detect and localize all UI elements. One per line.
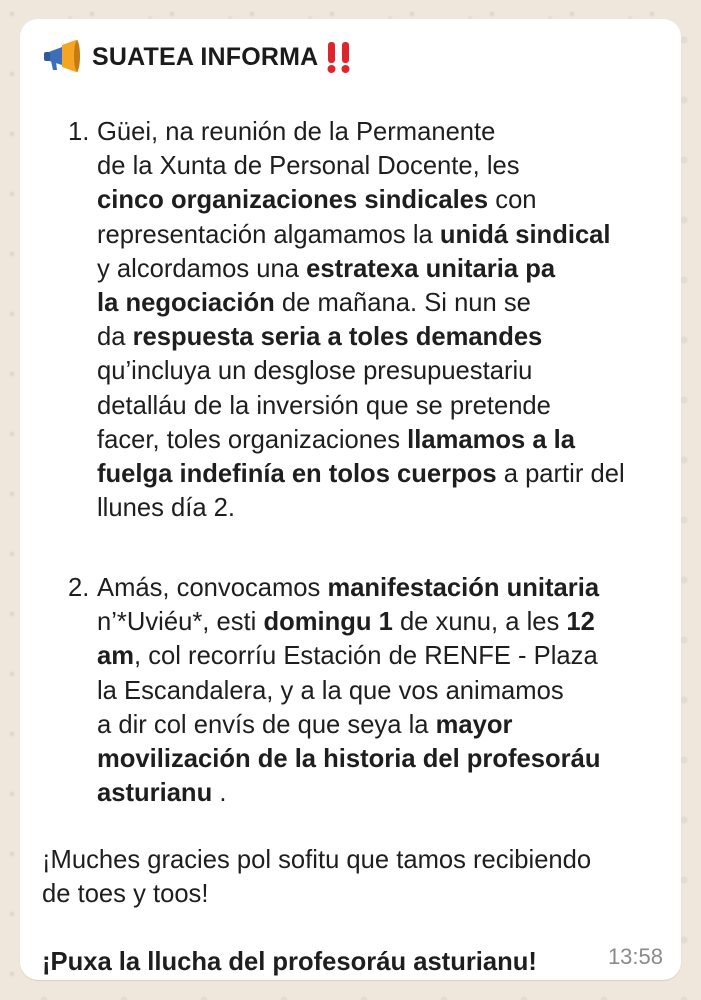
bold-text: mayor — [435, 710, 513, 739]
bold-text: domingu 1 — [263, 608, 393, 637]
thanks-paragraph — [42, 843, 591, 911]
text-span: llunes día 2. — [97, 494, 236, 523]
text-span: detalláu de la inversión que se pretende — [97, 391, 551, 420]
text-span: representación algamamos la — [97, 220, 440, 249]
bold-text: cinco organizaciones sindicales — [97, 186, 489, 215]
text-span: facer, toles organizaciones — [97, 425, 408, 454]
text-span: Güei, na reunión de la Permanente — [97, 118, 496, 146]
double-exclamation-icon — [322, 40, 356, 74]
text-span: a dir col envís de que seya la — [97, 710, 436, 739]
text-span: , col recorríu Estación de RENFE - Plaza — [134, 642, 598, 671]
list-number: 1. — [68, 118, 90, 146]
message-timestamp: 13:58 — [607, 944, 663, 969]
bold-text: respuesta seria a toles demandes — [132, 323, 543, 352]
bold-text: estratexa unitaria pa — [306, 254, 556, 283]
bold-text: la negociación — [97, 288, 275, 317]
list-item-2 — [68, 571, 600, 810]
message-title: SUATEA INFORMA — [92, 42, 319, 71]
bold-text: movilización de la historia del profesoráu — [97, 744, 601, 773]
message-bubble[interactable] — [20, 19, 681, 980]
bold-text: unidá sindical — [439, 220, 611, 249]
text-span: . — [212, 779, 227, 808]
text-span: de mañana. Si nun se — [274, 288, 531, 317]
message-header — [42, 37, 356, 77]
text-span: n’*Uviéu*, esti — [97, 608, 264, 637]
list-number: 2. — [68, 574, 90, 602]
text-span: Amás, convocamos — [97, 574, 328, 602]
text-span: la Escandalera, y a la que vos animamos — [97, 676, 564, 705]
text-span: de toes y toos! — [42, 880, 209, 909]
text-span: ¡Muches gracies pol sofitu que tamos recibiendo — [42, 846, 592, 874]
closing-line: ¡Puxa la llucha del profesoráu asturianu! — [42, 948, 537, 976]
bold-text: manifestación unitaria — [327, 574, 600, 602]
list-item-1 — [68, 115, 625, 525]
text-span: con — [488, 186, 537, 215]
text-span: qu’incluya un desglose presupuestariu — [97, 357, 533, 386]
bold-text: llamamos a la — [407, 425, 576, 454]
bold-text: asturianu — [97, 779, 213, 808]
bold-text: 12 — [566, 608, 595, 637]
text-span: da — [97, 323, 133, 352]
text-span: a partir del — [496, 459, 625, 488]
bold-text: am — [97, 642, 134, 671]
text-span: y alcordamos una — [97, 254, 307, 283]
bold-text: fuelga indefinía en tolos cuerpos — [97, 459, 497, 488]
text-span: de xunu, a les — [392, 608, 567, 637]
text-span: de la Xunta de Personal Docente, les — [97, 152, 520, 181]
megaphone-icon — [42, 40, 82, 74]
